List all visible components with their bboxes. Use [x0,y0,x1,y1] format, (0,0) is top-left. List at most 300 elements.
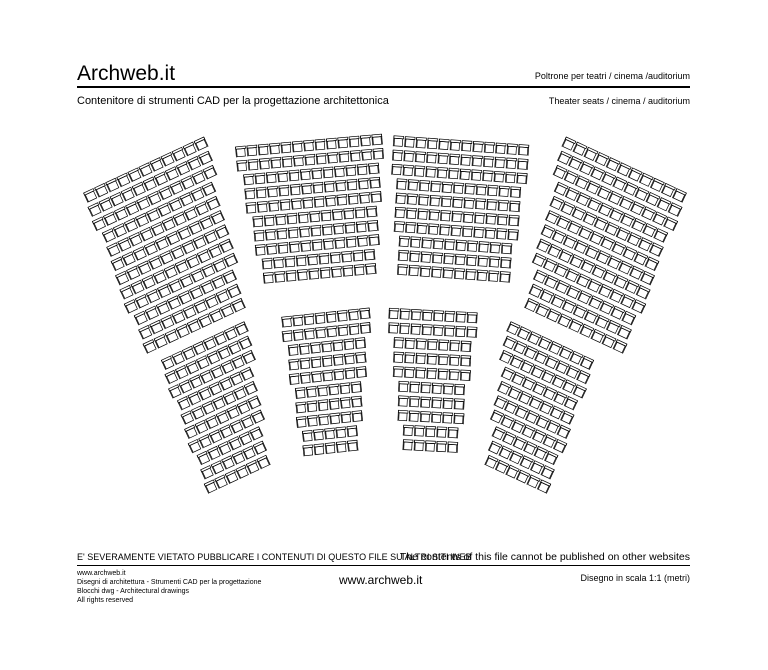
seat-icon [323,239,334,250]
seat-icon [466,269,477,280]
seat-block-outer-center-left [235,134,383,284]
seat-icon [507,144,518,155]
seat-icon [550,196,564,210]
seat-icon [474,227,485,238]
seat-icon [606,158,620,172]
seat-icon [333,354,344,365]
seat-icon [231,298,245,312]
seat-icon [255,173,266,184]
seat-icon [336,180,347,191]
seat-icon [462,226,473,237]
seat-icon [440,210,451,221]
seat-icon [348,309,359,320]
seat-icon [576,192,590,206]
seat-icon [139,163,153,177]
seat-icon [393,136,404,147]
seat-icon [643,223,657,237]
seat-icon [485,228,496,239]
seat-icon [533,270,547,284]
seat-icon [336,441,347,452]
seat-icon [345,368,356,379]
seat-icon [106,178,120,192]
seat-icon [157,284,171,298]
seat-icon [289,359,300,370]
seat-icon [212,275,226,289]
seat-icon [304,328,315,339]
seat-icon [617,163,631,177]
seat-icon [278,242,289,253]
seat-icon [432,383,442,394]
seat-icon [405,137,416,148]
seat-icon [195,202,209,216]
seat-icon [529,284,543,298]
seat-row [235,134,382,157]
seat-icon [498,200,509,211]
seat-row [529,284,632,339]
seat-icon [369,235,380,246]
seat-icon [580,162,594,176]
seat-icon [532,253,546,267]
seat-icon [134,311,148,325]
seat-icon [244,174,255,185]
subtitle: Contenitore di strumenti CAD per la progettazione architettonica [77,95,389,107]
seat-row [393,366,470,381]
seat-icon [242,350,256,364]
seat-icon [99,198,113,212]
seat-icon [456,240,467,251]
seat-row [393,136,529,156]
seat-icon [240,367,254,381]
seat-icon [621,294,635,308]
seat-icon [369,163,380,174]
seat-icon [133,247,147,261]
seat-icon [278,171,289,182]
seat-icon [490,242,501,253]
seat-icon [393,352,403,363]
seat-icon [251,410,265,424]
seat-icon [475,213,486,224]
seat-icon [118,238,132,252]
seat-icon [654,229,668,243]
seat-icon [431,181,442,192]
seat-icon [584,310,598,324]
footer-website: www.archweb.it [339,573,423,587]
seat-icon [439,139,450,150]
seat-icon [340,383,351,394]
seat-row [295,382,361,399]
seat-icon [357,164,368,175]
seat-icon [536,304,550,318]
seat-icon [552,230,566,244]
seat-icon [583,212,597,226]
seat-icon [440,225,451,236]
seat-icon [273,257,284,268]
seat-icon [433,325,443,336]
seat-icon [352,411,363,422]
seat-icon [325,428,336,439]
seat-icon [449,369,459,380]
seat-icon [257,455,271,469]
seat-icon [404,151,415,162]
seat-icon [606,320,620,334]
seat-icon [409,396,419,407]
seat-icon [591,329,605,343]
seat-icon [544,451,558,465]
seat-icon [400,323,410,334]
seat-icon [300,358,311,369]
seat-icon [578,226,592,240]
seat-icon [486,214,497,225]
seat-icon [355,207,366,218]
seat-icon [267,186,278,197]
seat-icon [449,355,459,366]
seat-icon [180,274,194,288]
seat-icon [594,217,608,231]
seat-icon [449,154,460,165]
seat-icon [505,172,516,183]
seat-row [503,336,590,384]
seat-icon [568,156,582,170]
seat-icon [641,207,655,221]
seat-icon [103,212,117,226]
seat-icon [332,209,343,220]
seat-icon [545,211,559,225]
seat-icon [416,368,426,379]
seat-icon [166,231,180,245]
seat-icon [279,185,290,196]
seat-icon [346,165,357,176]
logo-text: Archweb.it [77,62,176,85]
seat-icon [614,275,628,289]
seat-icon [220,304,234,318]
seat-icon [496,229,507,240]
seat-icon [368,220,379,231]
footer-line: Disegni di architettura - Strumenti CAD per la progettazione [77,579,262,586]
seat-icon [295,387,306,398]
seat-icon [182,240,196,254]
seat-icon [305,154,316,165]
seat-icon [289,374,300,385]
seat-icon [573,385,587,399]
seat-icon [465,184,476,195]
seat-icon [302,430,313,441]
seat-icon [464,198,475,209]
seat-icon [126,201,140,215]
seat-icon [323,370,334,381]
seat-icon [421,397,431,408]
seat-icon [186,254,200,268]
seat-icon [598,284,612,298]
seat-icon [330,413,341,424]
seat-icon [573,305,587,319]
seat-icon [334,166,345,177]
seat-icon [306,386,317,397]
seat-row [393,352,470,367]
seat-icon [461,341,471,352]
drawing-title-it: Poltrone per teatri / cinema /auditorium [534,71,690,81]
seat-icon [255,244,266,255]
seat-icon [338,325,349,336]
seat-icon [110,192,124,206]
seat-icon [591,167,605,181]
seat-icon [248,159,259,170]
seat-icon [397,179,408,190]
seat-icon [346,237,357,248]
seat-icon [153,270,167,284]
seat-icon [427,354,437,365]
seat-icon [394,337,404,348]
seat-icon [541,466,555,480]
seat-row [398,381,464,395]
seat-icon [258,144,269,155]
seat-row [398,410,464,424]
seat-icon [595,315,609,329]
seat-block-inner-left [161,322,270,494]
seat-icon [335,238,346,249]
seat-icon [322,224,333,235]
seat-icon [463,212,474,223]
seat-icon [333,340,344,351]
seat-icon [341,412,352,423]
seat-icon [420,411,430,422]
seat-icon [299,226,310,237]
seat-icon [304,140,315,151]
seat-icon [569,319,583,333]
seat-icon [350,150,361,161]
seat-icon [562,300,576,314]
seat-icon [501,257,512,268]
seat-icon [436,441,446,452]
seat-icon [618,261,632,275]
seat-icon [559,249,573,263]
seat-icon [499,186,510,197]
seat-icon [441,196,452,207]
seat-icon [543,258,557,272]
footer-line: www.archweb.it [77,570,126,577]
seat-icon [116,271,130,285]
seat-icon [477,270,488,281]
seat-icon [420,266,431,277]
seat-icon [473,141,484,152]
seat-icon [120,285,134,299]
seat-icon [422,310,432,321]
seat-icon [184,207,198,221]
seat-icon [206,196,220,210]
seat-icon [307,401,318,412]
seat-icon [555,280,569,294]
seat-icon [587,279,601,293]
seat-icon [262,258,273,269]
seat-icon [289,170,300,181]
seat-icon [194,137,208,151]
seat-icon [159,186,173,200]
seat-icon [88,203,102,217]
seat-icon [360,322,371,333]
seat-icon [244,381,258,395]
warning-it: E' SEVERAMENTE VIETATO PUBBLICARE I CONTENUTI DI QUESTO FILE SU ALTRI SITI WEB [77,552,472,562]
seat-icon [155,236,169,250]
seat-icon [211,211,225,225]
seat-icon [154,172,168,186]
seat-icon [135,294,149,308]
seat-icon [636,285,650,299]
seat-icon [357,236,368,247]
seat-icon [178,291,192,305]
seat-icon [653,212,667,226]
seat-icon [257,201,268,212]
seat-icon [176,162,190,176]
seat-icon [467,327,477,338]
seat-icon [400,309,410,320]
seat-icon [650,178,664,192]
seat-icon [487,199,498,210]
seat-icon [426,426,436,437]
seat-icon [353,250,364,261]
seat-icon [418,195,429,206]
seat-icon [208,244,222,258]
seat-icon [414,166,425,177]
seat-icon [598,203,612,217]
seat-icon [198,314,212,328]
seat-icon [558,314,572,328]
seat-row [389,308,477,323]
seat-icon [169,279,183,293]
seat-icon [668,203,682,217]
seat-icon [610,289,624,303]
seat-icon [329,384,340,395]
seat-icon [565,187,579,201]
seat-icon [309,268,320,279]
seat-icon [187,156,201,170]
seat-icon [172,147,186,161]
seat-icon [405,338,415,349]
seat-icon [443,398,453,409]
seat-icon [625,280,639,294]
seat-icon [175,260,189,274]
seat-row [296,411,362,428]
seat-icon [267,243,278,254]
seat-icon [461,356,471,367]
seat-icon [398,410,408,421]
seat-icon [322,341,333,352]
seat-icon [318,400,329,411]
seat-icon [135,213,149,227]
seat-icon [657,198,671,212]
seat-icon [444,326,454,337]
seat-icon [454,268,465,279]
seat-icon [288,345,299,356]
seat-icon [287,213,298,224]
seat-icon [472,156,483,167]
seat-row [388,323,476,338]
seat-icon [638,238,652,252]
seat-icon [415,152,426,163]
seat-row [398,396,464,410]
seat-icon [364,249,375,260]
seat-icon [321,210,332,221]
seat-icon [189,221,203,235]
seat-icon [314,429,325,440]
seat-icon [411,324,421,335]
seat-icon [501,243,512,254]
seat-icon [600,301,614,315]
seat-icon [427,152,438,163]
seat-icon [645,257,659,271]
seat-icon [223,270,237,284]
seat-icon [351,396,362,407]
seat-icon [160,251,174,265]
seat-icon [398,381,408,392]
seat-icon [444,239,455,250]
seat-icon [439,340,449,351]
seat-icon [421,252,432,263]
seat-row [394,337,471,352]
seat-icon [566,285,580,299]
seat-icon [646,192,660,206]
seat-icon [429,210,440,221]
seat-block-inner-center-right [388,308,477,453]
seat-icon [176,324,190,338]
seat-icon [388,323,398,334]
seat-icon [121,187,135,201]
seat-icon [319,253,330,264]
seat-icon [343,265,354,276]
seat-icon [431,412,441,423]
seat-icon [342,251,353,262]
seat-icon [181,176,195,190]
seat-icon [419,180,430,191]
seat-icon [366,263,377,274]
seat-icon [460,169,471,180]
seat-icon [634,252,648,266]
seat-icon [577,291,591,305]
seat-icon [487,185,498,196]
seat-icon [483,171,494,182]
seat-icon [414,440,424,451]
seat-icon [143,177,157,191]
seat-icon [450,340,460,351]
seat-icon [102,229,116,243]
seat-icon [334,369,345,380]
seat-icon [635,187,649,201]
seat-icon [428,224,439,235]
seat-icon [632,300,646,314]
seat-icon [557,425,571,439]
seat-icon [247,145,258,156]
seat-icon [263,272,274,283]
seat-icon [128,168,142,182]
seat-icon [452,211,463,222]
seat-icon [427,368,437,379]
seat-icon [246,202,257,213]
seat-icon [313,182,324,193]
seat-icon [311,342,322,353]
seat-icon [269,200,280,211]
seat-icon [586,181,600,195]
seat-icon [394,221,405,232]
seat-icon [418,209,429,220]
seat-icon [308,254,319,265]
seat-icon [411,309,421,320]
seat-icon [632,218,646,232]
seat-row [165,336,252,384]
seat-icon [454,399,464,410]
seat-icon [281,142,292,153]
seat-icon [537,239,551,253]
seat-icon [303,197,314,208]
seat-icon [312,168,323,179]
seat-icon [158,203,172,217]
